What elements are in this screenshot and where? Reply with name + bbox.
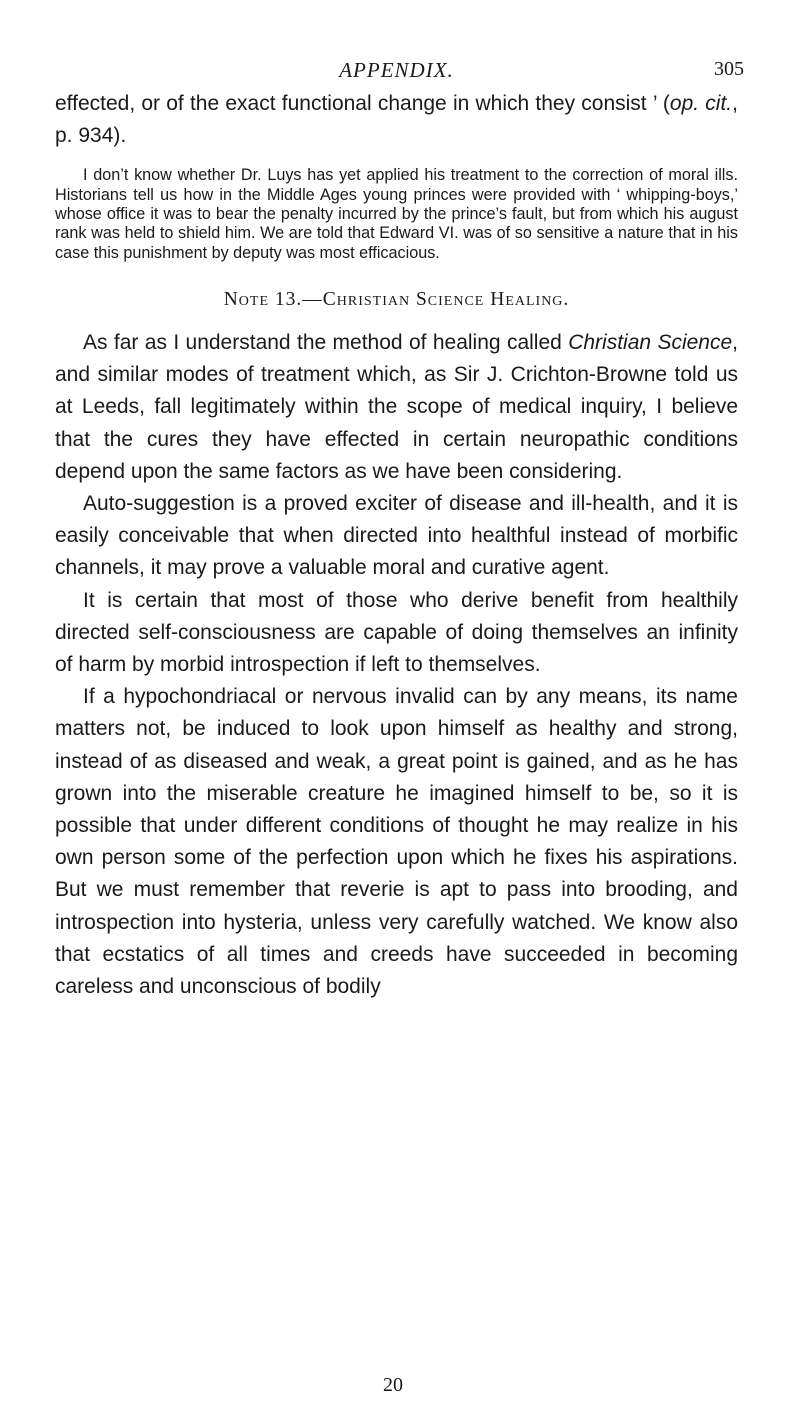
page-number: 305	[714, 58, 744, 80]
continuation-text-end: , p. 934).	[55, 92, 738, 148]
signature-mark: 20	[383, 1374, 403, 1396]
continuation-paragraph	[55, 88, 738, 152]
citation-italic: op. cit.	[669, 92, 733, 115]
paragraph-4: If a hypochondriacal or nervous invalid can by any means, its name matters not, be induced to look upon himself as healthy and strong, instead of as diseased and weak, a great point is gained, and as he has grown into the miserable creature he imagined himself to be, so it is possible that under different conditions of thought he may realize in his own person some of the perfection upon which he fixes his aspirations. But we must remember that reverie is apt to pass into brooding, and introspection into hysteria, unless very carefully watched. We know also that ecstatics of all times and creeds have succeeded in becoming careless and unconscious of bodily	[55, 685, 738, 998]
note-heading: Note 13.—Christian Science Healing.	[223, 288, 570, 310]
paragraph-1	[55, 327, 738, 488]
running-title: APPENDIX.	[339, 58, 454, 82]
running-head	[55, 52, 744, 88]
continuation-text: effected, or of the exact functional change in which they consist ’ (	[55, 92, 670, 115]
paragraph-2: Auto-suggestion is a proved exciter of disease and ill-health, and it is easily conceivable that when directed into healthful instead of morbific channels, it may prove a valuable moral and curative agent.	[55, 491, 738, 580]
book-page	[55, 52, 744, 1003]
christian-science-italic: Christian Science	[568, 330, 733, 354]
quoted-paragraph: I don’t know whether Dr. Luys has yet applied his treatment to the correction of moral ills. Historians tell us how in the Middle Ages young princes were provided with ‘ whipping-boys,’ whose office it was to bear the penalty incurred by the prince’s fault, but from which his august rank was held to shield him. We are told that Edward VI. was of so sensitive a nature that in his case this punishment by deputy was most efficacious.	[55, 166, 738, 262]
paragraph-3: It is certain that most of those who derive benefit from healthily directed self-consciousness are capable of doing themselves an infinity of harm by morbid introspection if left to themselves.	[55, 588, 738, 676]
paragraph-1-text: As far as I understand the method of healing called	[83, 330, 569, 354]
paragraph-1-text-end: , and similar modes of treatment which, as Sir J. Crichton-Browne told us at Leeds, fall legitimately within the scope of medical inquiry, I believe that the cures they have effected in certain neuropathic conditions depend upon the same factors as we have been considering.	[55, 330, 738, 483]
